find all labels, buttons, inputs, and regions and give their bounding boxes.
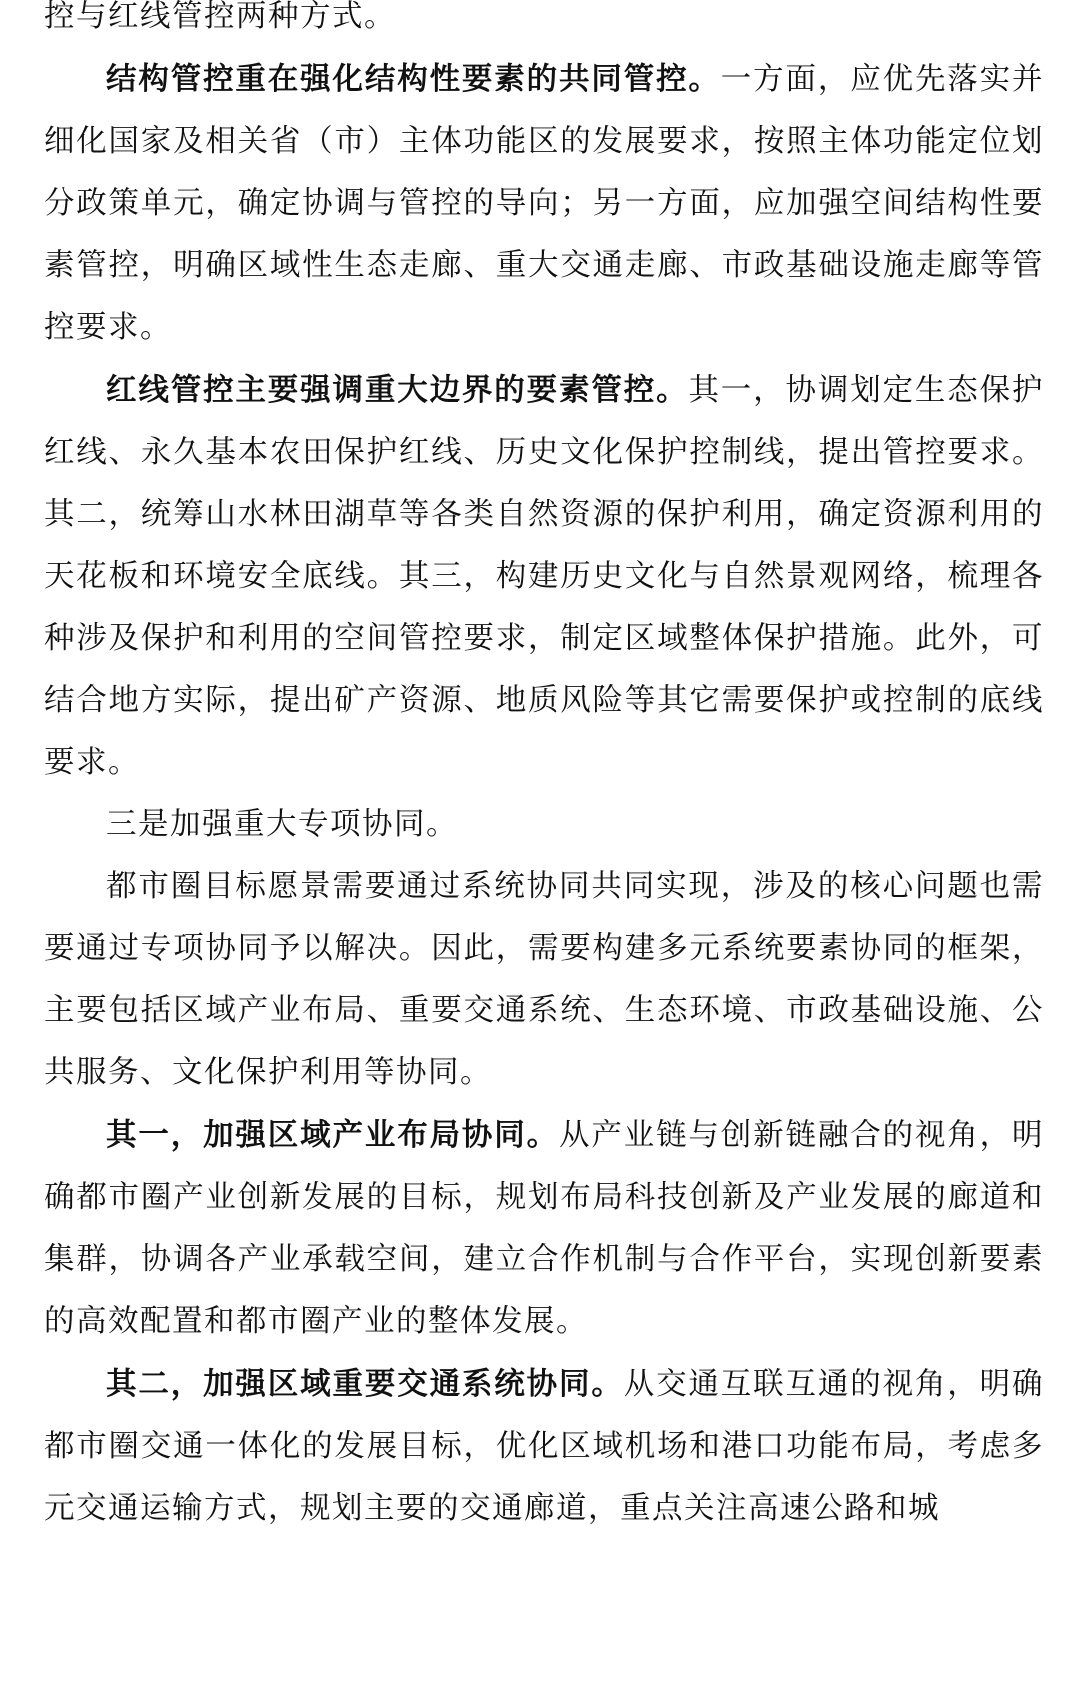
paragraph-6: [44, 1104, 1044, 1353]
paragraph-3-text: 其一，协调划定生态保护红线、永久基本农田保护红线、历史文化保护控制线，提出管控要求。其二，统筹山水林田湖草等各类自然资源的保护利用，确定资源利用的天花板和环境安全底线。其三，构建历史文化与自然景观网络，梳理各种涉及保护和利用的空间管控要求，制定区域整体保护措施。此外，可结合地方实际，提出矿产资源、地质风险等其它需要保护或控制的底线要求。: [44, 373, 1044, 780]
paragraph-4: [44, 794, 1044, 856]
paragraph-2-lead: 结构管控重在强化结构性要素的共同管控。: [106, 61, 721, 97]
document-body: [44, 0, 1044, 1698]
paragraph-2-text: 一方面，应优先落实并细化国家及相关省（市）主体功能区的发展要求，按照主体功能定位划分政策单元，确定协调与管控的导向；另一方面，应加强空间结构性要素管控，明确区域性生态走廊、重大交通走廊、市政基础设施走廊等管控要求。: [44, 62, 1044, 345]
paragraph-6-lead: 其一，加强区域产业布局协同。: [106, 1117, 559, 1153]
paragraph-6-text: 从产业链与创新链融合的视角，明确都市圈产业创新发展的目标，规划布局科技创新及产业发展的廊道和集群，协调各产业承载空间，建立合作机制与合作平台，实现创新要素的高效配置和都市圈产业的整体发展。: [44, 1118, 1044, 1339]
paragraph-5: [44, 856, 1044, 1104]
paragraph-4-text: 三是加强重大专项协同。: [106, 807, 458, 842]
paragraph-7-text: 从交通互联互通的视角，明确都市圈交通一体化的发展目标，优化区域机场和港口功能布局，考虑多元交通运输方式，规划主要的交通廊道，重点关注高速公路和城: [44, 1367, 1044, 1526]
paragraph-7-lead: 其二，加强区域重要交通系统协同。: [106, 1366, 624, 1402]
paragraph-2: [44, 48, 1044, 359]
paragraph-1-text: 控与红线管控两种方式。: [44, 0, 396, 34]
paragraph-3: [44, 359, 1044, 794]
paragraph-1: [44, 0, 1044, 48]
paragraph-3-lead: 红线管控主要强调重大边界的要素管控。: [106, 372, 689, 408]
paragraph-7: [44, 1353, 1044, 1540]
paragraph-5-text: 都市圈目标愿景需要通过系统协同共同实现，涉及的核心问题也需要通过专项协同予以解决。因此，需要构建多元系统要素协同的框架，主要包括区域产业布局、重要交通系统、生态环境、市政基础设施、公共服务、文化保护利用等协同。: [44, 869, 1044, 1090]
